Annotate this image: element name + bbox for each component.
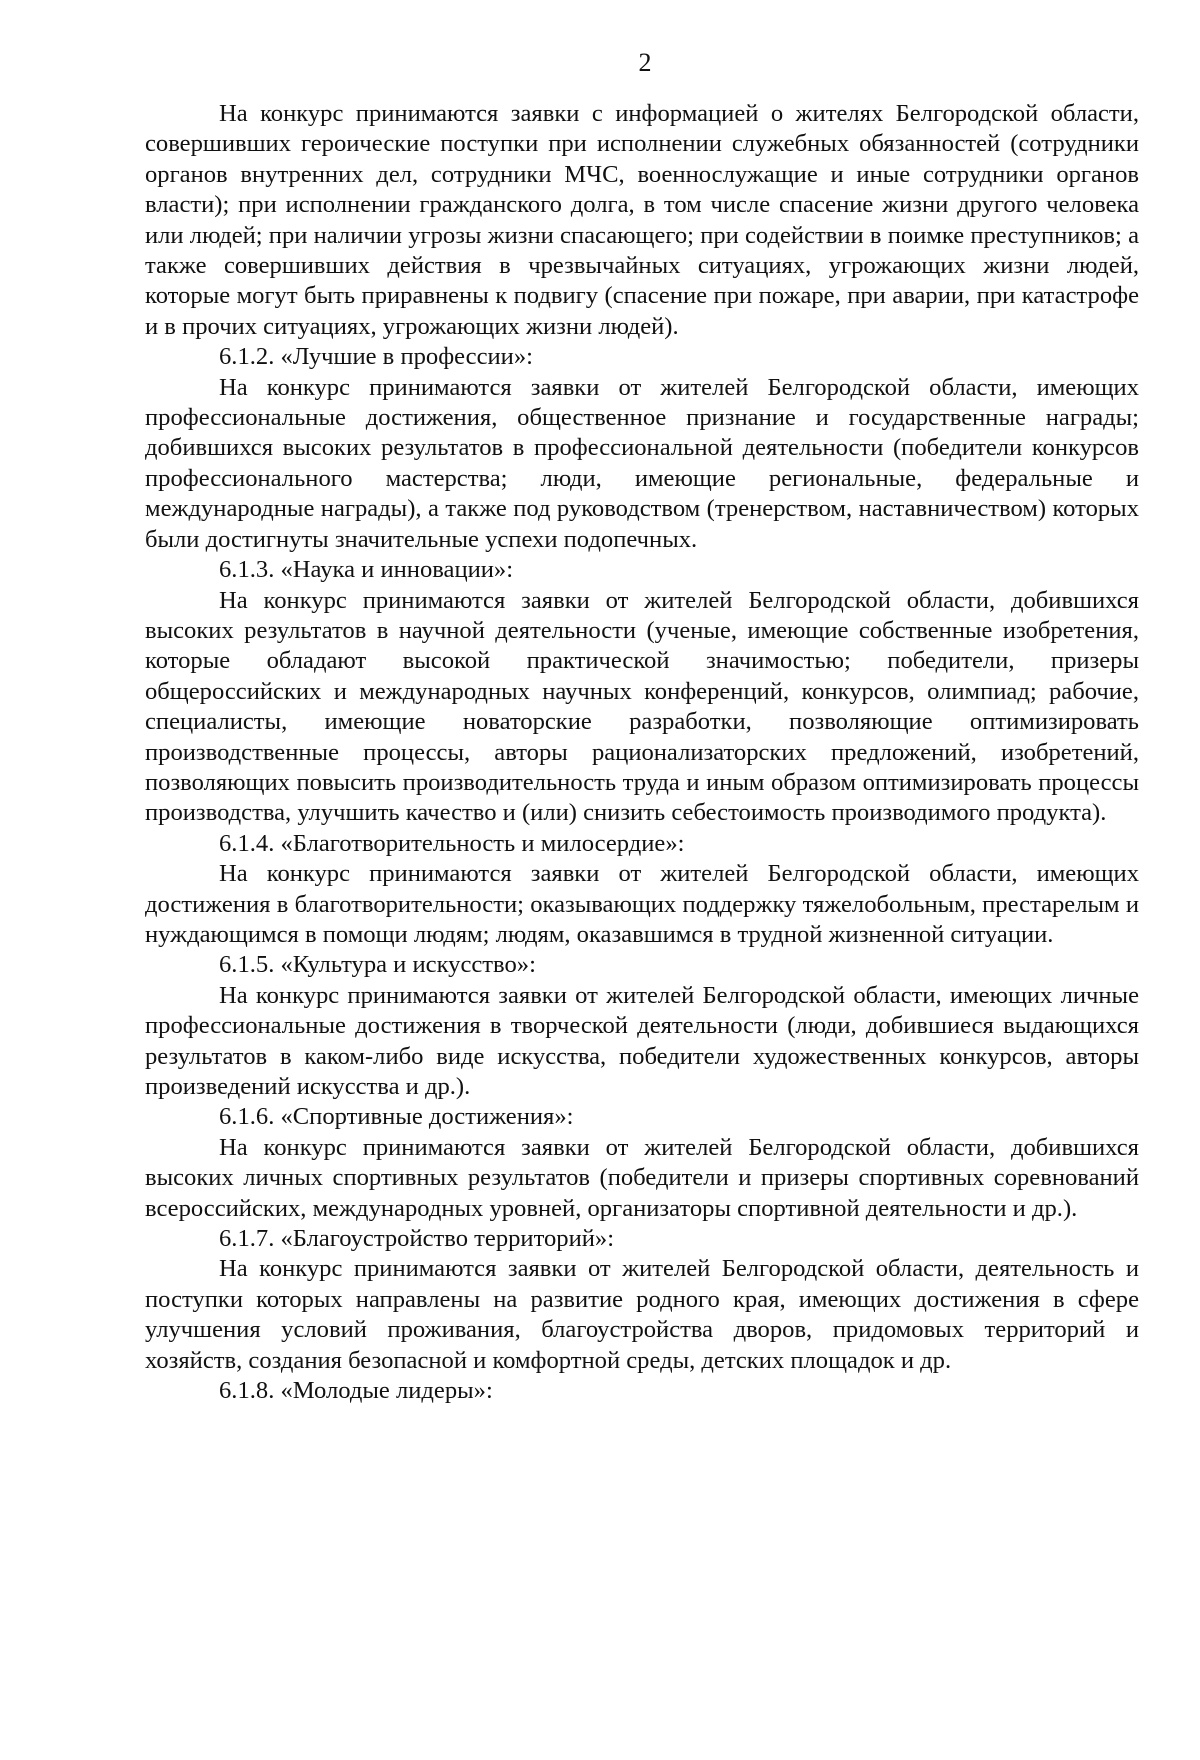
paragraph-sports: На конкурс принимаются заявки от жителей Белгородской области, добившихся высоких личных спортивных результатов (победители и призеры спортивных соревнований всероссийских, международных уровней, организаторы спортивной деятельности и др.).: [145, 1133, 1139, 1222]
section-heading-6-1-2: 6.1.2. «Лучшие в профессии»:: [219, 343, 533, 371]
page-number: 2: [638, 48, 652, 77]
paragraph-culture-art: На конкурс принимаются заявки от жителей Белгородской области, имеющих личные профессиональные достижения в творческой деятельности (люди, добившиеся выдающихся результатов в каком-либо виде искусства, победители художественных конкурсов, авторы произведений искусства и др.).: [145, 981, 1139, 1100]
paragraph-science-innovation: На конкурс принимаются заявки от жителей Белгородской области, добившихся высоких результатов в научной деятельности (ученые, имеющие собственные изобретения, которые обладают высокой практической значимостью; победители, призеры общероссийских и международных научных конференций, конкурсов, олимпиад; рабочие, специалисты, имеющие новаторские разработки, позволяющие оптимизировать производственные процессы, авторы рационализаторских предложений, изобретений, позволяющих повысить производительность труда и иным образом оптимизировать процессы производства, улучшить качество и (или) снизить себестоимость производимого продукта).: [145, 586, 1139, 827]
section-heading-6-1-8: 6.1.8. «Молодые лидеры»:: [219, 1377, 493, 1405]
section-heading-6-1-6: 6.1.6. «Спортивные достижения»:: [219, 1103, 574, 1131]
section-heading-6-1-5: 6.1.5. «Культура и искусство»:: [219, 951, 536, 979]
paragraph-charity: На конкурс принимаются заявки от жителей Белгородской области, имеющих достижения в благотворительности; оказывающих поддержку тяжелобольным, престарелым и нуждающимся в помощи людям; людям, оказавшимся в трудной жизненной ситуации.: [145, 860, 1139, 948]
document-body: [145, 99, 1139, 1406]
section-heading-6-1-4: 6.1.4. «Благотворительность и милосердие»:: [219, 829, 685, 857]
paragraph-heroic-deeds: На конкурс принимаются заявки с информацией о жителях Белгородской области, совершивших героические поступки при исполнении служебных обязанностей (сотрудники органов внутренних дел, сотрудники МЧС, военнослужащие и иные сотрудники органов власти); при исполнении гражданского долга, в том числе спасение жизни другого человека или людей; при наличии угрозы жизни спасающего; при содействии в поимке преступников; а также совершивших действия в чрезвычайных ситуациях, угрожающих жизни людей, которые могут быть приравнены к подвигу (спасение при пожаре, при аварии, при катастрофе и в прочих ситуациях, угрожающих жизни людей).: [145, 100, 1139, 340]
paragraph-territory-improvement: На конкурс принимаются заявки от жителей Белгородской области, деятельность и поступки которых направлены на развитие родного края, имеющих достижения в сфере улучшения условий проживания, благоустройства дворов, придомовых территорий и хозяйств, создания безопасной и комфортной среды, детских площадок и др.: [145, 1255, 1139, 1374]
section-heading-6-1-7: 6.1.7. «Благоустройство территорий»:: [219, 1225, 615, 1253]
paragraph-best-in-profession: На конкурс принимаются заявки от жителей Белгородской области, имеющих профессиональные достижения, общественное признание и государственные награды; добившихся высоких результатов в профессиональной деятельности (победители конкурсов профессионального мастерства; люди, имеющие региональные, федеральные и международные награды), а также под руководством (тренерством, наставничеством) которых были достигнуты значительные успехи подопечных.: [145, 373, 1139, 553]
section-heading-6-1-3: 6.1.3. «Наука и инновации»:: [219, 556, 514, 584]
